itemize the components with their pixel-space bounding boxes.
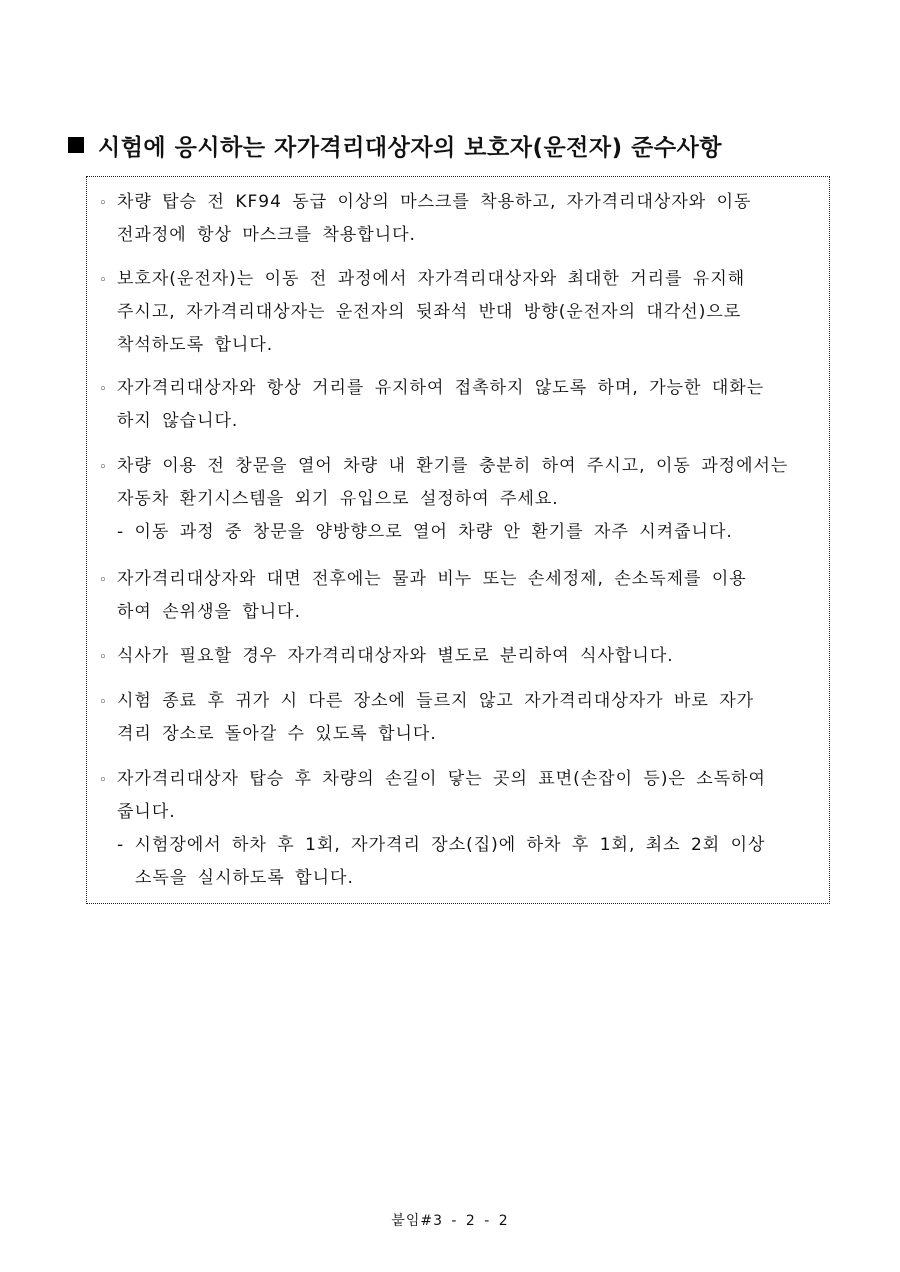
guideline-line: ◦ 자가격리대상자 탑승 후 차량의 손길이 닿는 곳의 표면(손잡이 등)은 소독하여 <box>99 768 766 792</box>
guideline-line: 착석하도록 합니다. <box>117 335 274 355</box>
sub-marker: - <box>117 522 125 542</box>
guideline-line: ◦ 차량 이용 전 창문을 열어 차량 내 환기를 충분히 하여 주시고, 이동 과정에서는 <box>99 455 788 479</box>
sub-guideline-line: - 시험장에서 하차 후 1회, 자가격리 장소(집)에 하차 후 1회, 최소 2회 이상 <box>117 835 766 855</box>
black-square-icon <box>68 137 84 153</box>
guideline-line: ◦ 자가격리대상자와 대면 전후에는 물과 비누 또는 손세정제, 손소독제를 이용 <box>99 568 747 592</box>
sub-guideline-line: - 이동 과정 중 창문을 양방향으로 열어 차량 안 환기를 자주 시켜줍니다. <box>117 522 733 542</box>
sub-marker: - <box>117 835 125 855</box>
section-heading <box>68 128 848 162</box>
heading-title: 시험에 응시하는 자가격리대상자의 보호자(운전자) 준수사항 <box>98 134 723 161</box>
guideline-line: 격리 장소로 돌아갈 수 있도록 합니다. <box>117 724 437 744</box>
guideline-line: 전과정에 항상 마스크를 착용합니다. <box>117 225 416 245</box>
guideline-line: 주시고, 자가격리대상자는 운전자의 뒷좌석 반대 방향(운전자의 대각선)으로 <box>117 302 742 322</box>
bullet-icon: ◦ <box>99 650 108 665</box>
guideline-line: 줍니다. <box>117 802 176 822</box>
guideline-line: ◦ 차량 탑승 전 KF94 동급 이상의 마스크를 착용하고, 자가격리대상자와 이동 <box>99 191 751 215</box>
guidelines-box <box>86 176 830 904</box>
guideline-line: 하지 않습니다. <box>117 411 239 431</box>
guideline-line: ◦ 보호자(운전자)는 이동 전 과정에서 자가격리대상자와 최대한 거리를 유지해 <box>99 268 745 292</box>
bullet-icon: ◦ <box>99 695 108 710</box>
page-number: 붙임#3 - 2 - 2 <box>391 1213 509 1229</box>
sub-guideline-line: 소독을 실시하도록 합니다. <box>135 868 354 888</box>
bullet-icon: ◦ <box>99 196 108 211</box>
bullet-icon: ◦ <box>99 573 108 588</box>
bullet-icon: ◦ <box>99 773 108 788</box>
guideline-line: 자동차 환기시스템을 외기 유입으로 설정하여 주세요. <box>117 489 559 509</box>
guideline-line: ◦ 시험 종료 후 귀가 시 다른 장소에 들르지 않고 자가격리대상자가 바로 자가 <box>99 690 754 714</box>
bullet-icon: ◦ <box>99 273 108 288</box>
bullet-icon: ◦ <box>99 460 108 475</box>
guideline-line: 하여 손위생을 합니다. <box>117 602 302 622</box>
guideline-line: ◦ 식사가 필요할 경우 자가격리대상자와 별도로 분리하여 식사합니다. <box>99 645 674 669</box>
guideline-line: ◦ 자가격리대상자와 항상 거리를 유지하여 접촉하지 않도록 하며, 가능한 대화는 <box>99 377 764 401</box>
bullet-icon: ◦ <box>99 382 108 397</box>
